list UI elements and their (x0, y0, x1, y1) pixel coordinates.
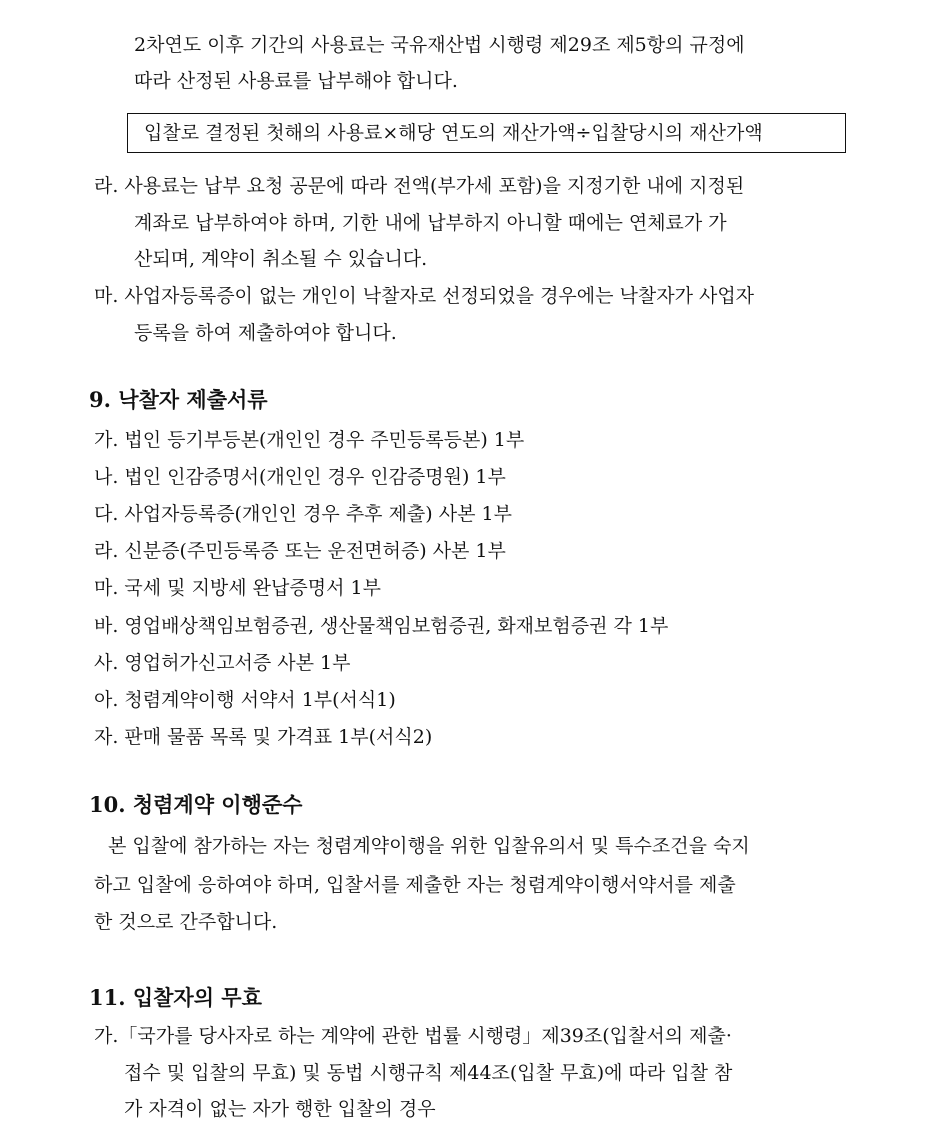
section-9-item: 라. 신분증(주민등록증 또는 운전면허증) 사본 1부 (94, 540, 506, 562)
item-ra-line-2: 계좌로 납부하여야 하며, 기한 내에 납부하지 아니할 때에는 연체료가 가 (134, 212, 727, 234)
section-10-heading: 10. 청렴계약 이행준수 (89, 792, 303, 817)
section-11-line-1: 가.「국가를 당사자로 하는 계약에 관한 법률 시행령」제39조(입찰서의 제출· (94, 1025, 732, 1047)
section-9-item: 다. 사업자등록증(개인인 경우 추후 제출) 사본 1부 (94, 503, 512, 525)
section-10-line-1: 본 입찰에 참가하는 자는 청렴계약이행을 위한 입찰유의서 및 특수조건을 숙지 (108, 835, 750, 857)
item-ra-line-3: 산되며, 계약이 취소될 수 있습니다. (134, 248, 428, 270)
intro-line-1: 2차연도 이후 기간의 사용료는 국유재산법 시행령 제29조 제5항의 규정에 (134, 34, 745, 56)
intro-line-2: 따라 산정된 사용료를 납부해야 합니다. (134, 70, 458, 92)
formula-text: 입찰로 결정된 첫해의 사용료×해당 연도의 재산가액÷입찰당시의 재산가액 (144, 122, 763, 144)
section-9-item: 바. 영업배상책임보험증권, 생산물책임보험증권, 화재보험증권 각 1부 (94, 615, 669, 637)
item-ma-line-1: 마. 사업자등록증이 없는 개인이 낙찰자로 선정되었을 경우에는 낙찰자가 사업자 (94, 285, 755, 307)
section-11-line-2: 접수 및 입찰의 무효) 및 동법 시행규칙 제44조(입찰 무효)에 따라 입찰 참 (124, 1062, 733, 1084)
section-9-item: 가. 법인 등기부등본(개인인 경우 주민등록등본) 1부 (94, 429, 525, 451)
section-9-item: 자. 판매 물품 목록 및 가격표 1부(서식2) (94, 726, 433, 748)
section-9-item: 마. 국세 및 지방세 완납증명서 1부 (94, 577, 381, 599)
section-9-heading: 9. 낙찰자 제출서류 (89, 387, 268, 412)
formula-box (127, 113, 846, 153)
section-11-heading: 11. 입찰자의 무효 (89, 985, 262, 1010)
section-10-line-3: 한 것으로 간주합니다. (94, 911, 278, 933)
section-9-item: 나. 법인 인감증명서(개인인 경우 인감증명원) 1부 (94, 466, 506, 488)
item-ra-line-1: 라. 사용료는 납부 요청 공문에 따라 전액(부가세 포함)을 지정기한 내에 지정된 (94, 175, 745, 197)
section-10-line-2: 하고 입찰에 응하여야 하며, 입찰서를 제출한 자는 청렴계약이행서약서를 제출 (94, 874, 736, 896)
item-ma-line-2: 등록을 하여 제출하여야 합니다. (134, 322, 397, 344)
section-9-item: 사. 영업허가신고서증 사본 1부 (94, 652, 351, 674)
section-11-line-3: 가 자격이 없는 자가 행한 입찰의 경우 (124, 1098, 436, 1120)
section-9-item: 아. 청렴계약이행 서약서 1부(서식1) (94, 689, 396, 711)
